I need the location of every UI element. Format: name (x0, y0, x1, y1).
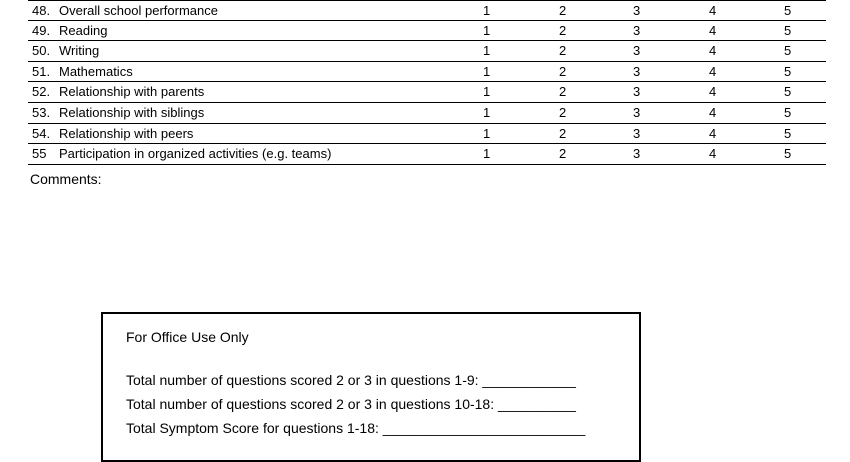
question-number: 53. (32, 104, 51, 120)
rating-option-1[interactable]: 1 (483, 146, 491, 162)
rating-option-5[interactable]: 5 (784, 3, 792, 18)
rating-option-2[interactable]: 2 (559, 125, 567, 141)
question-number: 49. (32, 22, 51, 38)
table-row (28, 144, 826, 165)
question-label: Relationship with siblings (59, 104, 205, 120)
table-row (28, 21, 826, 42)
total-questions-10-18-field[interactable]: Total number of questions scored 2 or 3 in questions 10-18: __________ (126, 396, 576, 412)
table-row (28, 103, 826, 124)
rating-option-2[interactable]: 2 (559, 43, 567, 59)
question-label: Overall school performance (59, 3, 218, 18)
table-row (28, 82, 826, 103)
table-row (28, 124, 826, 145)
rating-option-1[interactable]: 1 (483, 63, 491, 79)
question-label: Writing (59, 43, 100, 59)
rating-option-5[interactable]: 5 (784, 104, 792, 120)
comments-label: Comments: (30, 171, 102, 187)
rating-option-5[interactable]: 5 (784, 43, 792, 59)
question-number: 54. (32, 125, 51, 141)
total-symptom-score-field[interactable]: Total Symptom Score for questions 1-18: __________________________ (126, 420, 586, 436)
office-use-title: For Office Use Only (126, 329, 249, 345)
question-number: 52. (32, 84, 51, 100)
table-row (28, 62, 826, 83)
rating-option-3[interactable]: 3 (633, 22, 641, 38)
rating-option-4[interactable]: 4 (709, 3, 717, 18)
question-number: 48. (32, 3, 51, 18)
question-label: Mathematics (59, 63, 133, 79)
rating-option-1[interactable]: 1 (483, 125, 491, 141)
rating-option-1[interactable]: 1 (483, 22, 491, 38)
rating-option-3[interactable]: 3 (633, 146, 641, 162)
rating-option-4[interactable]: 4 (709, 146, 717, 162)
question-label: Reading (59, 22, 108, 38)
rating-table (28, 0, 826, 165)
rating-option-4[interactable]: 4 (709, 84, 717, 100)
rating-option-1[interactable]: 1 (483, 3, 491, 18)
rating-option-4[interactable]: 4 (709, 104, 717, 120)
table-row (28, 0, 826, 21)
rating-option-2[interactable]: 2 (559, 3, 567, 18)
rating-option-2[interactable]: 2 (559, 104, 567, 120)
rating-option-3[interactable]: 3 (633, 3, 641, 18)
rating-option-4[interactable]: 4 (709, 63, 717, 79)
question-number: 50. (32, 43, 51, 59)
question-number: 55 (32, 146, 47, 162)
rating-option-2[interactable]: 2 (559, 146, 567, 162)
total-questions-1-9-field[interactable]: Total number of questions scored 2 or 3 in questions 1-9: ____________ (126, 372, 576, 388)
rating-option-5[interactable]: 5 (784, 146, 792, 162)
rating-option-3[interactable]: 3 (633, 63, 641, 79)
rating-option-3[interactable]: 3 (633, 84, 641, 100)
rating-option-4[interactable]: 4 (709, 43, 717, 59)
rating-option-5[interactable]: 5 (784, 84, 792, 100)
question-label: Participation in organized activities (e.g. teams) (59, 146, 332, 162)
rating-option-4[interactable]: 4 (709, 22, 717, 38)
rating-option-2[interactable]: 2 (559, 22, 567, 38)
question-label: Relationship with parents (59, 84, 205, 100)
rating-option-1[interactable]: 1 (483, 104, 491, 120)
rating-option-5[interactable]: 5 (784, 125, 792, 141)
table-row (28, 41, 826, 62)
rating-option-2[interactable]: 2 (559, 63, 567, 79)
rating-option-4[interactable]: 4 (709, 125, 717, 141)
rating-option-5[interactable]: 5 (784, 63, 792, 79)
rating-option-3[interactable]: 3 (633, 125, 641, 141)
question-label: Relationship with peers (59, 125, 194, 141)
rating-option-2[interactable]: 2 (559, 84, 567, 100)
office-use-box (101, 312, 641, 462)
rating-option-3[interactable]: 3 (633, 43, 641, 59)
rating-option-1[interactable]: 1 (483, 43, 491, 59)
question-number: 51. (32, 63, 51, 79)
rating-option-3[interactable]: 3 (633, 104, 641, 120)
rating-option-1[interactable]: 1 (483, 84, 491, 100)
rating-option-5[interactable]: 5 (784, 22, 792, 38)
